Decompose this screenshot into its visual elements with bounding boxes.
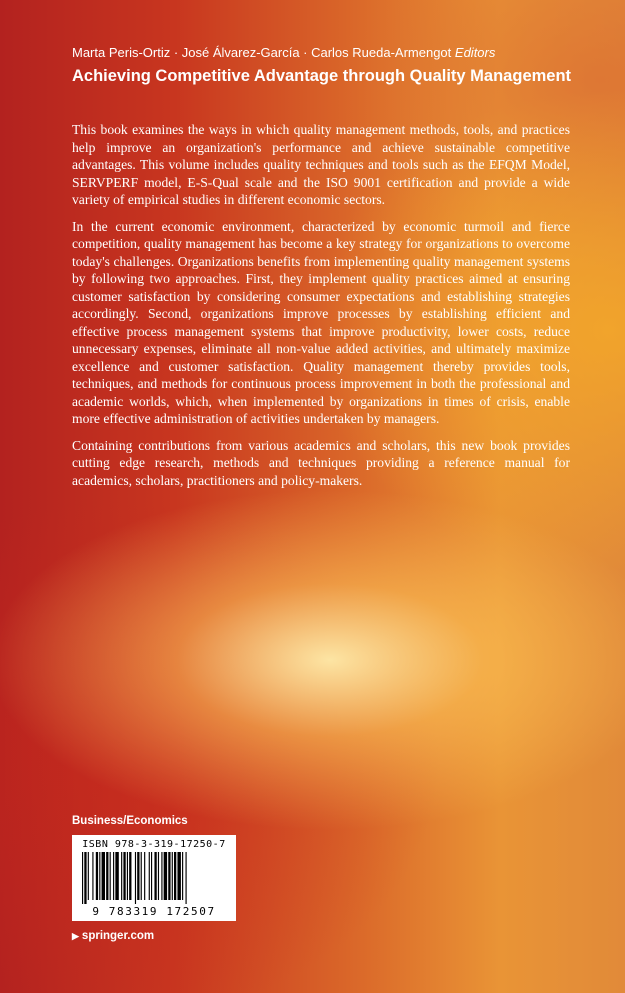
- barcode-bar: [149, 852, 150, 900]
- barcode-bar: [113, 852, 114, 900]
- description-paragraph: This book examines the ways in which quality management methods, tools, and practices help improve an organization's performance and achieve sustainable competitive advantages. This volume includes quality techniques and tools such as the EFQM Model, SERVPERF model, E-S-Qual scale and the ISO 9001 certification and provide a wide variety of empirical studies in different economic sectors.: [72, 122, 570, 207]
- barcode-bar: [99, 852, 100, 900]
- barcode-bar: [88, 852, 89, 900]
- barcode-bar: [154, 852, 156, 900]
- authors-line: [72, 44, 495, 61]
- barcode-bar: [151, 852, 152, 900]
- barcode-bar: [115, 852, 118, 900]
- barcode-bar: [123, 852, 125, 900]
- publisher-website[interactable]: [72, 930, 154, 942]
- barcode-digits: 9 783319 172507: [92, 905, 216, 918]
- barcode-bar: [121, 852, 122, 900]
- isbn-barcode: [72, 835, 236, 921]
- barcode-bar: [82, 852, 83, 904]
- barcode-bar: [144, 852, 145, 900]
- barcode-bar: [135, 852, 136, 904]
- barcode-bar: [172, 852, 173, 900]
- barcode-bar: [164, 852, 167, 900]
- barcode-bar: [158, 852, 159, 900]
- description-paragraph: Containing contributions from various academics and scholars, this new book provides cutting edge research, methods and techniques providing a reference manual for academics, scholars, practitioners and policy-makers.: [72, 437, 570, 488]
- barcode-bar: [141, 852, 142, 900]
- book-title: Achieving Competitive Advantage through Quality Management: [72, 67, 572, 85]
- isbn-number: ISBN 978-3-319-17250-7: [82, 839, 226, 850]
- barcode-bar: [84, 852, 86, 904]
- barcode-bar: [92, 852, 93, 900]
- book-description: [72, 121, 570, 498]
- barcode-bar: [182, 852, 183, 900]
- description-paragraph: In the current economic environment, characterized by economic turmoil and fierce competition, quality management has become a key strategy for organizations to overcome today's challenges. Organizations benefits from implementing quality management systems by following two approaches. First, they implement quality practices aimed at ensuring customer satisfaction by considering consumer expectations and establishing strategies accordingly. Second, organizations improve processes by establishing efficient and effective process management systems that improve productivity, lower costs, reduce unnecessary expenses, eliminate all non-value added activities, and ultimately maximize excellence and customer satisfaction. Quality management thereby provides tools, techniques, and methods for continuous process improvement in both the professional and academic worlds, which, when implemented by organizations in times of crisis, enable more effective administration of activities undertaken by managers.: [72, 218, 570, 426]
- barcode-bar: [102, 852, 105, 900]
- barcode-bar: [161, 852, 162, 900]
- authors-names: Marta Peris-Ortiz · José Álvarez-García · Carlos Rueda-Armengot: [72, 45, 452, 60]
- barcode-bar: [127, 852, 128, 900]
- barcode-bar: [137, 852, 139, 900]
- barcode-bar: [129, 852, 131, 900]
- barcode-bar: [168, 852, 170, 900]
- editors-label: Editors: [454, 45, 496, 60]
- barcode-bar: [177, 852, 180, 900]
- barcode-bar: [96, 852, 98, 900]
- barcode-bar: [106, 852, 108, 900]
- barcode-bar: [186, 852, 187, 904]
- barcode-bar: [110, 852, 111, 900]
- website-label: springer.com: [81, 930, 155, 942]
- triangle-right-icon: ▶: [72, 931, 79, 941]
- subject-category: Business/Economics: [72, 815, 188, 827]
- barcode-bar: [174, 852, 176, 900]
- barcode-bars: [82, 852, 226, 904]
